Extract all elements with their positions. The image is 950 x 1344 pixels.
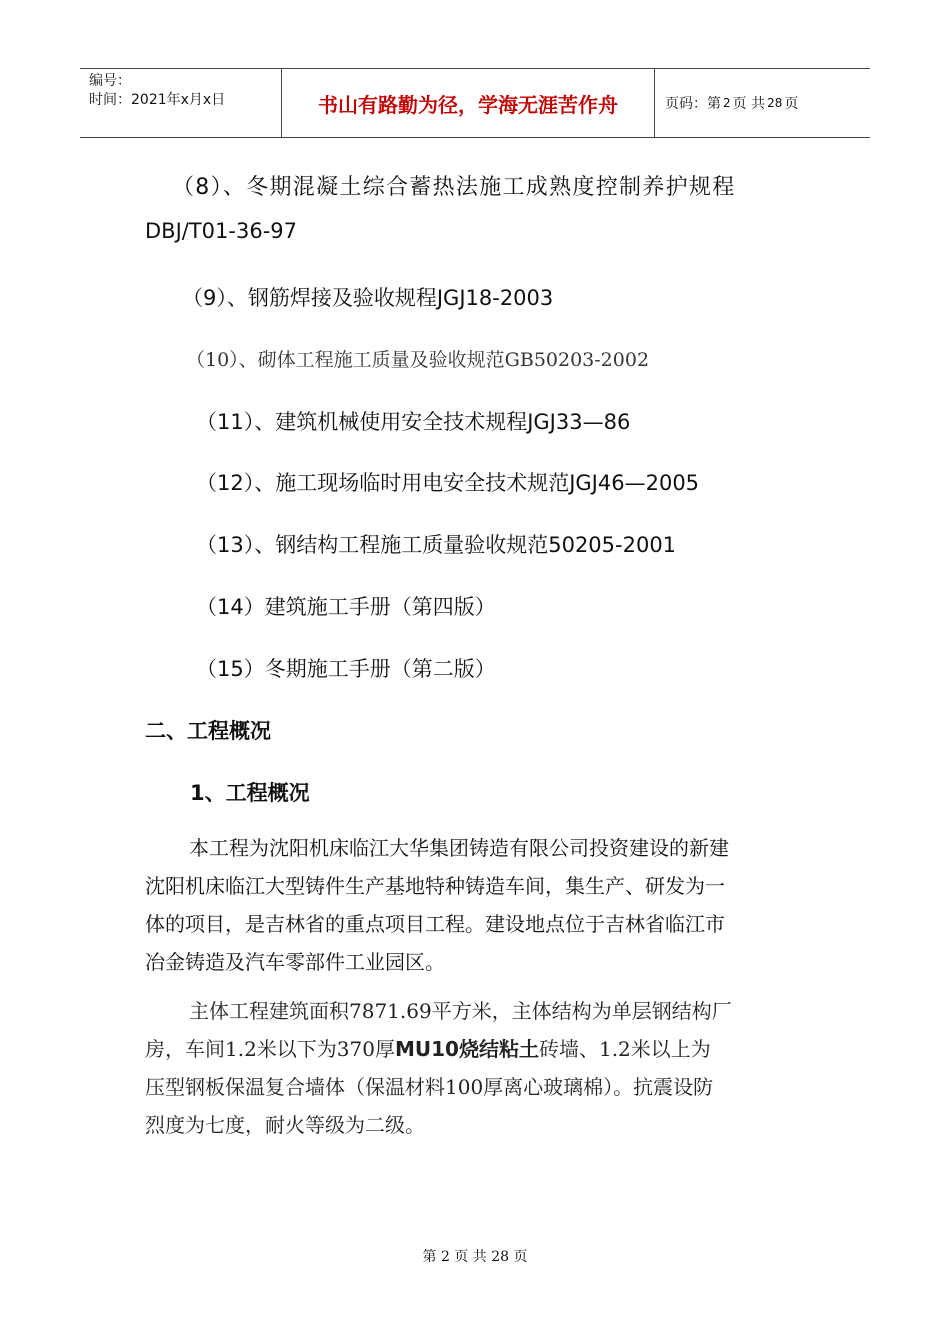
paragraph-line	[145, 1030, 810, 1068]
paragraph-line: 压型钢板保温复合墙体（保温材料100厚离心玻璃棉）。抗震设防	[145, 1075, 714, 1099]
page-suffix: 页	[784, 96, 799, 112]
section-title: 二、工程概况	[145, 719, 271, 743]
page-total: 28	[767, 96, 783, 110]
paragraph-line: 沈阳机床临江大型铸件生产基地特种铸造车间，集生产、研发为一	[145, 874, 725, 898]
paragraph-line: 体的项目，是吉林省的重点项目工程。建设地点位于吉林省临江市	[145, 912, 725, 936]
ref-item-8: （8）、冬期混凝土综合蓄热法施工成熟度控制养护规程	[172, 175, 736, 200]
header-meta	[80, 69, 282, 137]
document-time-label: 时间：2021年x月x日	[89, 92, 226, 108]
paragraph-line: 烈度为七度，耐火等级为二级。	[145, 1113, 425, 1137]
ref-item-13: （13）、钢结构工程施工质量验收规范50205-2001	[196, 533, 677, 557]
subsection-title: 1、工程概况	[190, 781, 310, 805]
ref-item-8-code: DBJ/T01-36-97	[145, 219, 297, 243]
ref-item-10: （10）、砌体工程施工质量及验收规范GB50203-2002	[186, 349, 650, 371]
header-motto: 书山有路勤为径，学海无涯苦作舟	[282, 69, 655, 137]
paragraph-line: 冶金铸造及汽车零部件工业园区。	[145, 950, 445, 974]
paragraph-fragment: 房，车间1.2米以下为370厚	[145, 1037, 395, 1061]
ref-item-11: （11）、建筑机械使用安全技术规程JGJ33—86	[196, 410, 631, 434]
material-spec: MU10烧结粘土	[394, 1037, 539, 1061]
paragraph-line: 本工程为沈阳机床临江大华集团铸造有限公司投资建设的新建	[189, 836, 729, 860]
ref-item-14: （14）建筑施工手册（第四版）	[196, 595, 496, 619]
paragraph-line: 主体工程建筑面积7871.69平方米，主体结构为单层钢结构厂	[189, 999, 732, 1023]
page-prefix: 页码：第	[665, 96, 721, 112]
paragraph-overview	[145, 829, 810, 981]
page-header	[80, 68, 870, 138]
paragraph-fragment: 砖墙、1.2米以上为	[538, 1037, 711, 1061]
document-number-label: 编号：	[89, 73, 131, 89]
ref-item-9: （9）、钢筋焊接及验收规程JGJ18-2003	[182, 286, 554, 310]
page-mid: 页 共	[732, 96, 766, 112]
paragraph-structure	[145, 992, 810, 1144]
page-current: 2	[723, 96, 731, 110]
header-page-number	[655, 69, 870, 137]
page-footer: 第 2 页 共 28 页	[422, 1249, 528, 1265]
ref-item-12: （12）、施工现场临时用电安全技术规范JGJ46—2005	[196, 471, 700, 495]
ref-item-15: （15）冬期施工手册（第二版）	[196, 657, 496, 681]
